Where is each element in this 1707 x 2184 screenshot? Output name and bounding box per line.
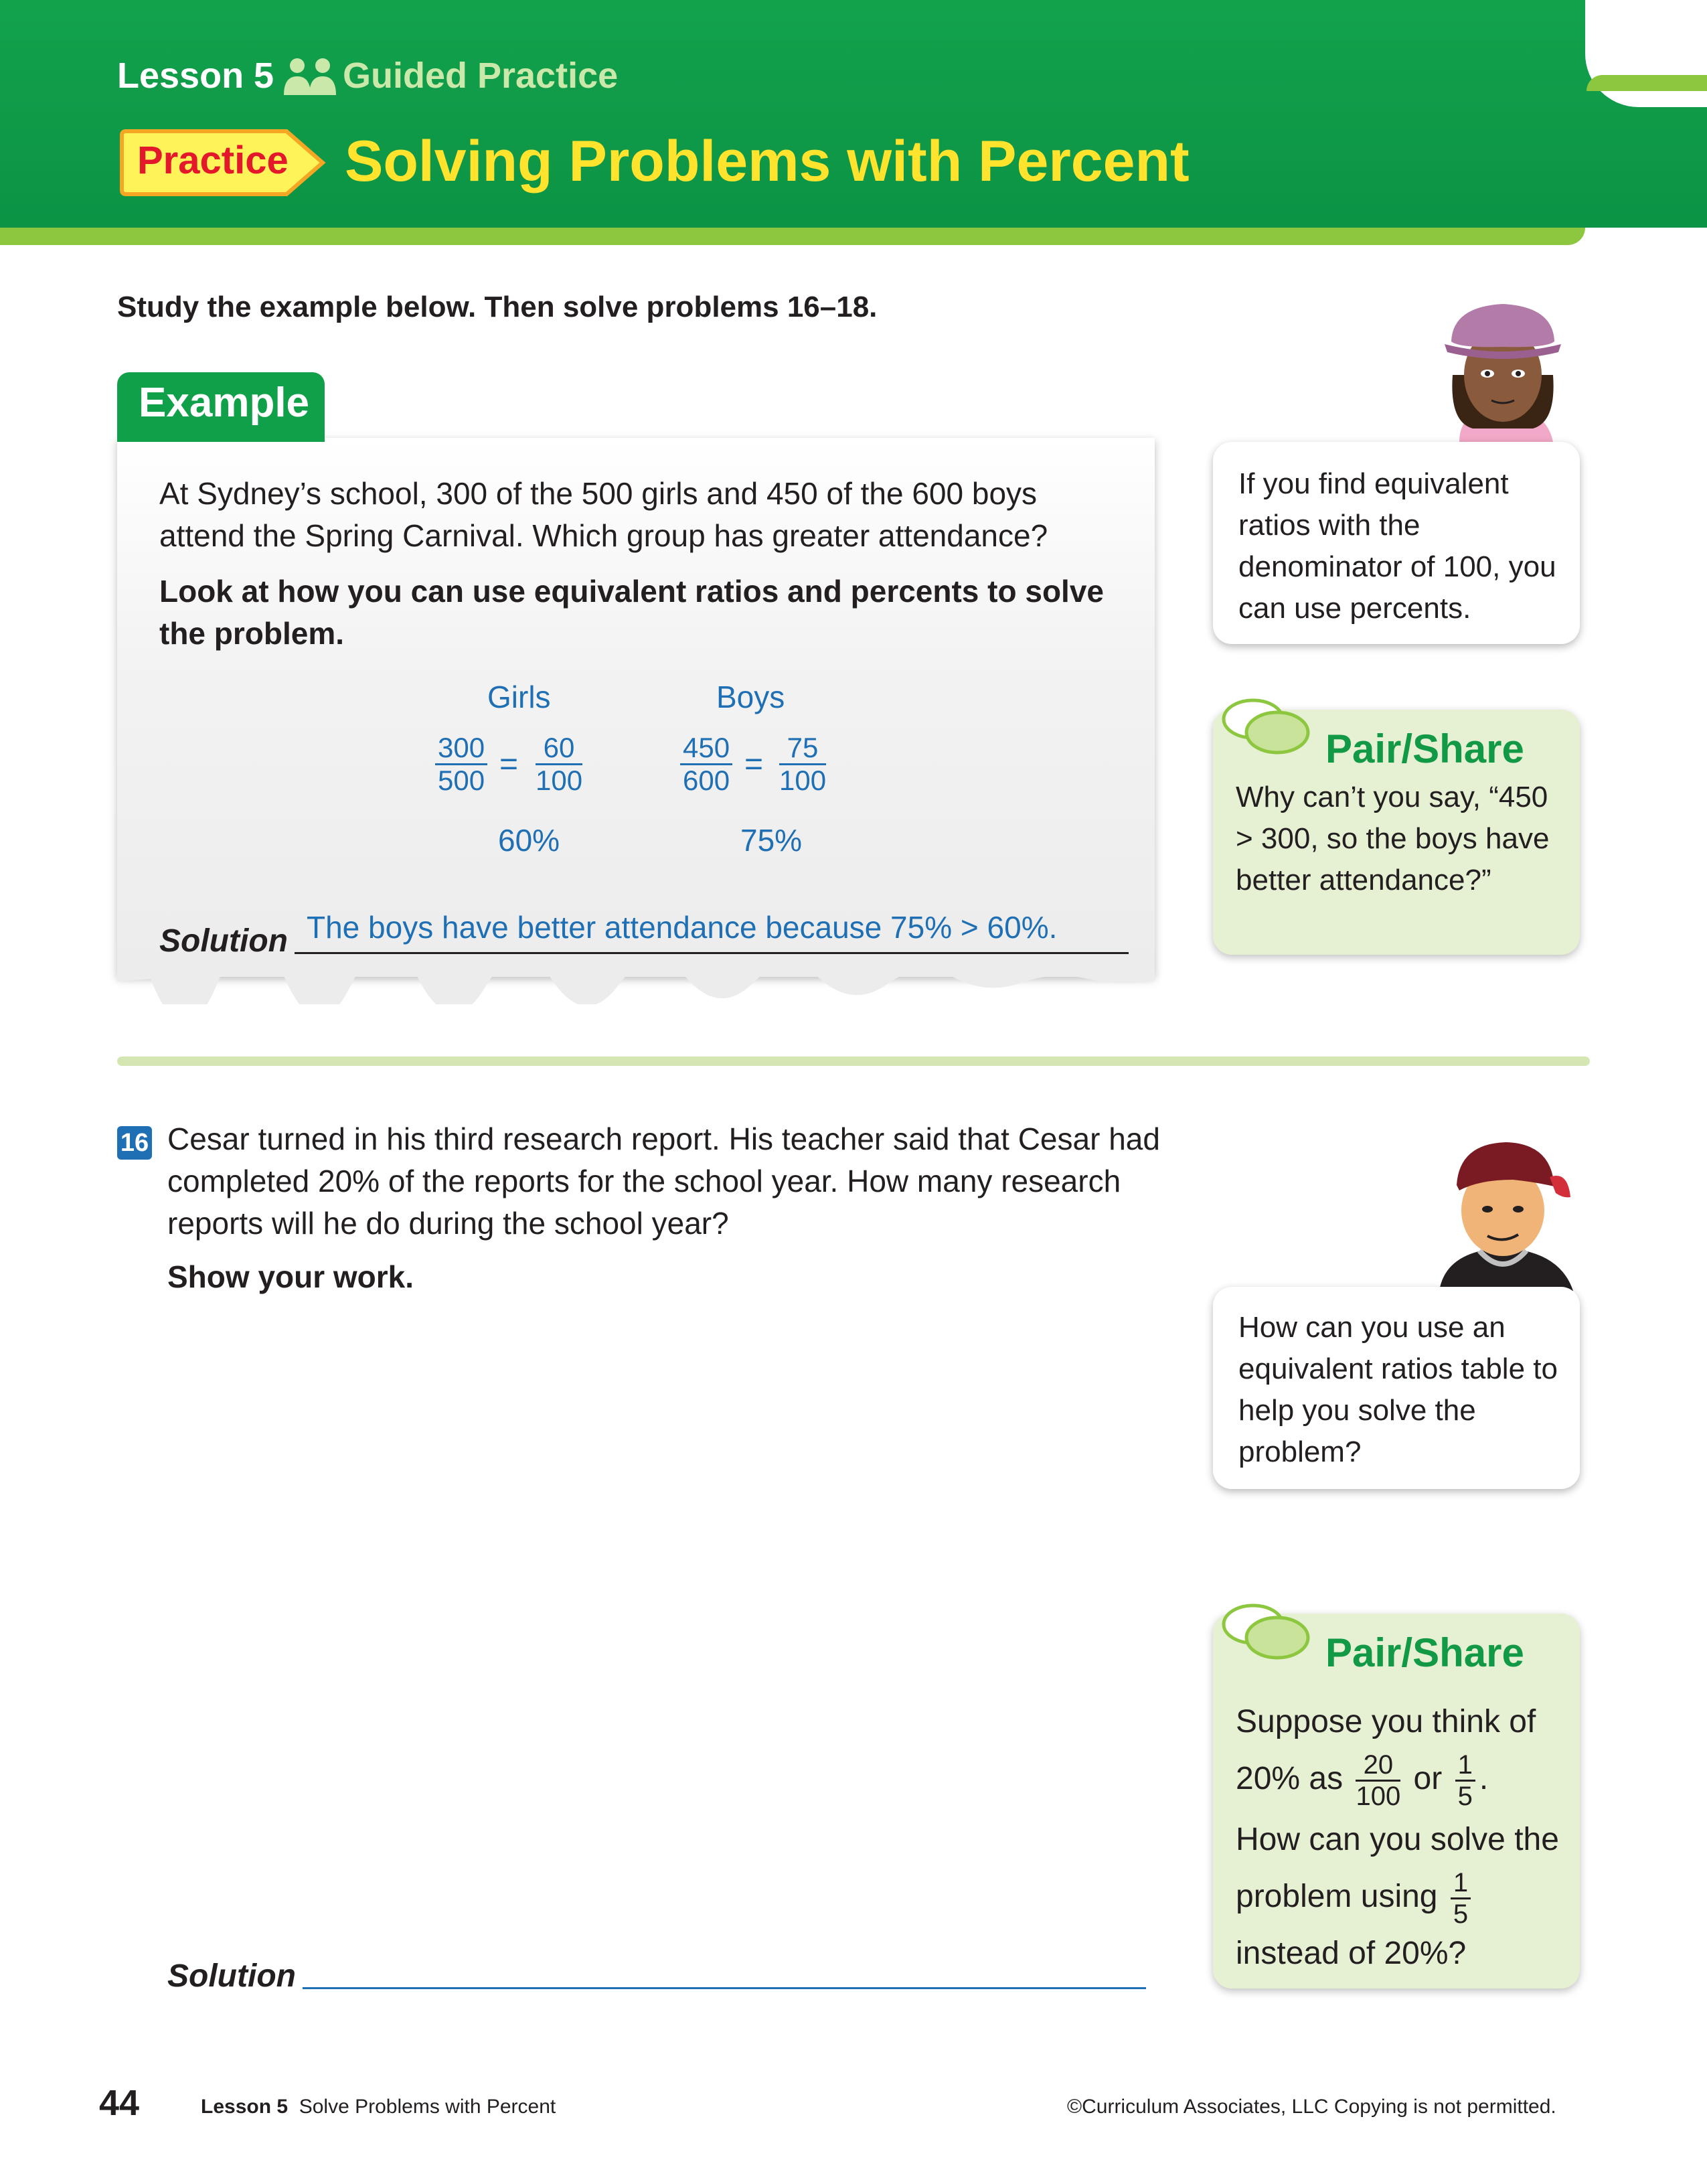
fraction-20-over-100: $\frac{20}{100}$ [1356,1750,1401,1811]
example-instruction: Look at how you can use equivalent ratios and percents to solve the problem. [159,574,1104,651]
girls-equals-sign: = [499,747,519,782]
bubble-tail [1352,399,1426,449]
pair-share-line: How can you solve the [1236,1822,1559,1857]
problem-16-answer-line[interactable] [303,1987,1146,1989]
section-divider [117,1057,1590,1066]
section-label: Guided Practice [343,56,619,96]
pair-share-title: Pair/Share [1325,1630,1524,1675]
example-problem: At Sydney’s school, 300 of the 500 girls and 450 of the 600 boys attend the Spring Carnival. Which group has greater attendance? [159,476,1048,553]
girls-equivalent-fraction: $\frac{60}{100}$ [536,732,583,796]
pair-share-title: Pair/Share [1325,726,1524,771]
girls-ratio-fraction: $\frac{300}{500}$ [435,732,487,796]
boys-ratio-fraction: $\frac{450}{600}$ [680,732,732,796]
bubble-tail [1352,1244,1426,1294]
pair-share-fraction-line: problem using $\frac{1}{5}$ [1236,1868,1475,1929]
problem-number-badge: 16 [117,1126,152,1160]
header-right-strip [1587,75,1707,91]
page-number: 44 [99,2083,140,2123]
speech-bubbles-icon [1220,696,1313,757]
student-avatar-boy-icon [1412,1123,1593,1291]
tip-text: If you find equivalent ratios with the denominator of 100, you can use percents. [1238,467,1556,625]
boys-equivalent-fraction: $\frac{75}{100}$ [779,732,827,796]
page-title: Solving Problems with Percent [345,129,1190,193]
people-icon [282,56,339,95]
header-corner [1585,0,1707,107]
fraction-1-over-5: $\frac{1}{5}$ [1451,1868,1471,1929]
girls-label: Girls [487,680,551,714]
pair-share-line: instead of 20%? [1236,1936,1467,1971]
fraction-1-over-5: $\frac{1}{5}$ [1455,1750,1475,1811]
problem-16-text: Cesar turned in his third research report. His teacher said that Cesar had completed 20% of the reports for the school year. How many research reports will he do during the school year? [167,1121,1160,1241]
problem-16-solution-label: Solution [167,1958,296,1994]
girls-percent: 60% [498,823,560,858]
pair-share-line: Suppose you think of [1236,1704,1536,1739]
boys-percent: 75% [740,823,803,858]
pair-share-text: Why can’t you say, “450 > 300, so the boys have better attendance?” [1236,781,1550,896]
pair-share-fraction-line: 20% as $\frac{20}{100}$ or $\frac{1}{5}$ . [1236,1750,1489,1811]
boys-equals-sign: = [744,747,764,782]
example-solution-answer: The boys have better attendance because 75% > 60%. [307,910,1058,945]
example-solution-label: Solution [159,923,288,959]
lesson-label: Lesson 5 [117,56,274,96]
example-solution-line [295,952,1129,954]
header-underline [0,228,1585,245]
tip-text: How can you use an equivalent ratios table to help you solve the problem? [1238,1311,1558,1468]
instructions: Study the example below. Then solve problems 16–18. [117,291,878,323]
boys-label: Boys [716,680,785,714]
practice-tag-label: Practice [137,139,289,182]
footer-lesson: Lesson 5 Solve Problems with Percent [201,2096,556,2118]
footer-copyright: ©Curriculum Associates, LLC Copying is not permitted. [1067,2096,1556,2118]
speech-bubbles-icon [1220,1602,1313,1662]
student-avatar-girl-icon [1412,295,1593,442]
show-work-label: Show your work. [167,1259,414,1294]
example-tab-label: Example [139,380,310,426]
example-torn-edge [117,964,1155,1004]
